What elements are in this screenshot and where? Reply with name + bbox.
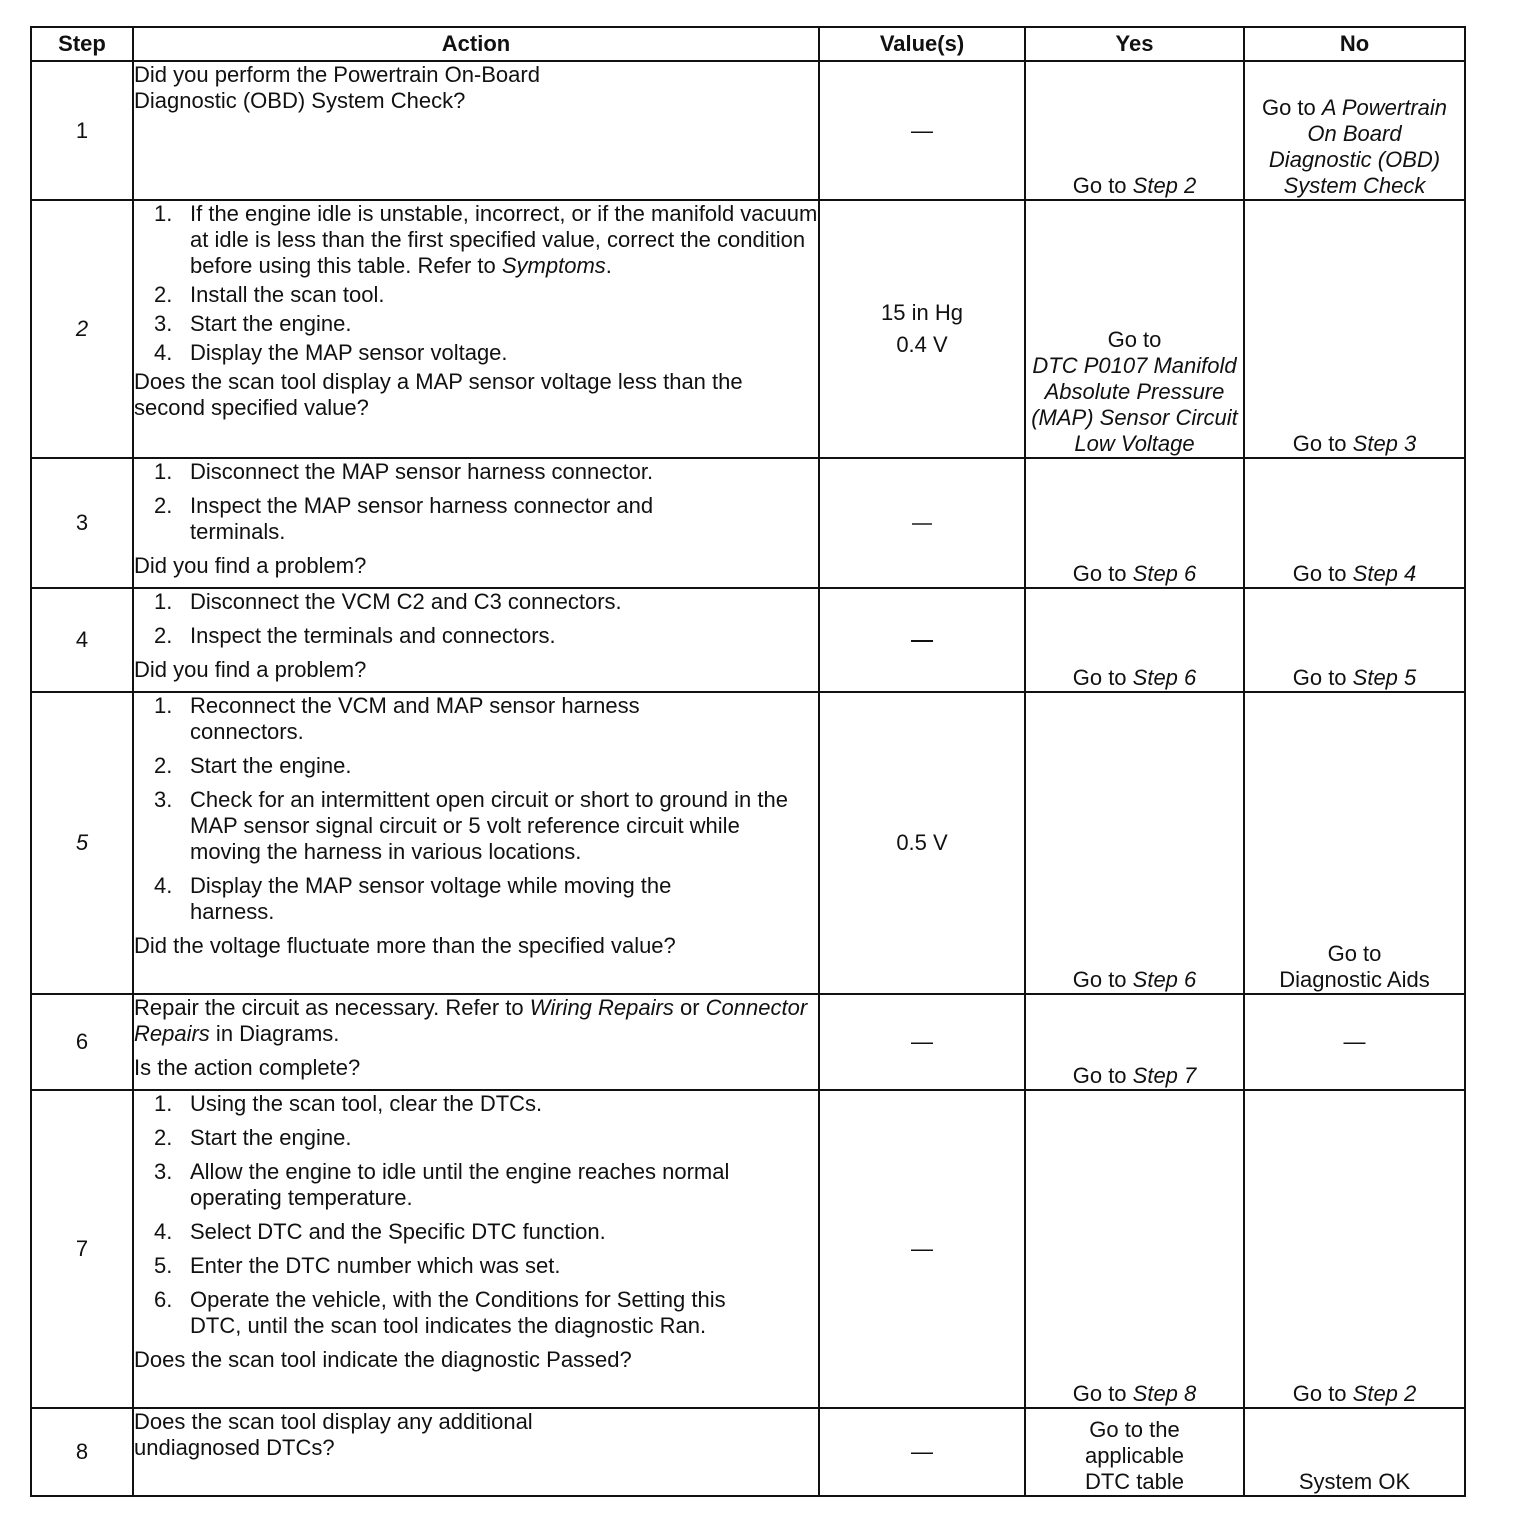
no-link[interactable]: Diagnostic Aids — [1279, 967, 1430, 992]
table-row — [31, 61, 1465, 200]
action-cell — [133, 1408, 819, 1496]
yes-cell — [1025, 692, 1244, 994]
empty-dash — [911, 640, 933, 642]
value-line: 15 in Hg — [881, 300, 963, 325]
no-prefix: Go to — [1292, 665, 1353, 690]
diagnostic-table — [30, 26, 1466, 1497]
step-number: 7 — [31, 1090, 133, 1408]
table-row — [31, 1408, 1465, 1496]
table-row — [31, 200, 1465, 458]
action-step: 1. Disconnect the MAP sensor harness connector. — [154, 459, 654, 484]
value-cell: — — [819, 1090, 1025, 1408]
no-prefix: Go to — [1292, 1381, 1353, 1406]
action-question: Did you find a problem? — [134, 553, 367, 578]
action-question: Does the scan tool indicate the diagnostic Passed? — [134, 1347, 632, 1372]
action-cell — [133, 994, 819, 1090]
action-cell — [133, 588, 819, 692]
empty-dash — [912, 523, 932, 525]
action-cell — [133, 200, 819, 458]
yes-link[interactable]: Step 6 — [1132, 561, 1197, 586]
yes-prefix: Go to — [1072, 173, 1133, 198]
action-step: 6. Operate the vehicle, with the Conditions for Setting this DTC, until the scan tool indicates the diagnostic Ran. — [154, 1287, 726, 1338]
action-step: 1. Reconnect the VCM and MAP sensor harness connectors. — [154, 693, 640, 744]
action-question: Did you perform the Powertrain On-Board Diagnostic (OBD) System Check? — [134, 62, 540, 113]
yes-cell — [1025, 61, 1244, 200]
action-steps — [134, 201, 818, 366]
value-cell: — — [819, 61, 1025, 200]
yes-cell — [1025, 588, 1244, 692]
yes-link[interactable]: Step 7 — [1132, 1063, 1197, 1088]
action-step: 2. Install the scan tool. — [154, 282, 385, 307]
no-prefix: Go to — [1292, 561, 1353, 586]
yes-link[interactable]: Step 2 — [1132, 173, 1197, 198]
action-step: 1. Using the scan tool, clear the DTCs. — [154, 1091, 543, 1116]
header-yes: Yes — [1025, 27, 1244, 61]
action-step: 4. Select DTC and the Specific DTC function. — [154, 1219, 606, 1244]
action-cell — [133, 692, 819, 994]
no-link[interactable]: Step 3 — [1352, 431, 1417, 456]
step-number: 4 — [31, 588, 133, 692]
no-cell — [1244, 200, 1465, 458]
step-number: 6 — [31, 994, 133, 1090]
value-cell: 0.5 V — [819, 692, 1025, 994]
action-step: 2. Inspect the MAP sensor harness connector and terminals. — [154, 493, 654, 544]
table-row — [31, 1090, 1465, 1408]
step-number: 3 — [31, 458, 133, 588]
action-question: Did the voltage fluctuate more than the specified value? — [134, 933, 676, 958]
no-link[interactable]: Step 4 — [1352, 561, 1417, 586]
table-row — [31, 588, 1465, 692]
action-step: 4. Display the MAP sensor voltage. — [154, 340, 508, 365]
yes-cell — [1025, 994, 1244, 1090]
action-step: 1. Disconnect the VCM C2 and C3 connectors. — [154, 589, 622, 614]
step-number: 2 — [31, 200, 133, 458]
no-cell — [1244, 1090, 1465, 1408]
action-step: 2. Start the engine. — [154, 1125, 352, 1150]
action-question: Did you find a problem? — [134, 657, 367, 682]
value-cell — [819, 200, 1025, 458]
yes-prefix: Go to — [1072, 665, 1133, 690]
action-step: 3. Start the engine. — [154, 311, 352, 336]
step-number: 1 — [31, 61, 133, 200]
header-values: Value(s) — [819, 27, 1025, 61]
yes-cell — [1025, 458, 1244, 588]
no-link[interactable]: Step 5 — [1352, 665, 1417, 690]
header-step: Step — [31, 27, 133, 61]
table-row — [31, 994, 1465, 1090]
action-steps — [134, 1091, 818, 1339]
yes-prefix: Go to — [1107, 327, 1162, 352]
header-action: Action — [133, 27, 819, 61]
step-number: 5 — [31, 692, 133, 994]
no-cell: — — [1244, 994, 1465, 1090]
yes-prefix: Go to — [1072, 967, 1133, 992]
action-steps — [134, 693, 818, 925]
value-cell — [819, 458, 1025, 588]
yes-prefix: Go to — [1072, 1063, 1133, 1088]
action-step: 5. Enter the DTC number which was set. — [154, 1253, 561, 1278]
action-text: Repair the circuit as necessary. Refer to Wiring Repairs or Connector Repairs in Diagrams. — [134, 995, 808, 1046]
header-row — [31, 27, 1465, 61]
no-cell — [1244, 61, 1465, 200]
yes-cell — [1025, 1090, 1244, 1408]
action-cell — [133, 458, 819, 588]
value-line: 0.4 V — [896, 332, 948, 357]
value-cell: — — [819, 1408, 1025, 1496]
no-prefix: Go to — [1292, 431, 1353, 456]
action-step: 4. Display the MAP sensor voltage while moving the harness. — [154, 873, 672, 924]
no-cell — [1244, 588, 1465, 692]
action-steps — [134, 459, 818, 545]
action-step: 3. Check for an intermittent open circuit or short to ground in the MAP sensor signal circuit or 5 volt reference circuit while moving the harness in various locations. — [154, 787, 788, 864]
action-step: 3. Allow the engine to idle until the engine reaches normal operating temperature. — [154, 1159, 730, 1210]
yes-link[interactable]: Step 6 — [1132, 665, 1197, 690]
action-question: Does the scan tool display any additional undiagnosed DTCs? — [134, 1409, 533, 1460]
action-steps — [134, 589, 818, 649]
yes-cell — [1025, 200, 1244, 458]
action-step: 2. Start the engine. — [154, 753, 352, 778]
step-number: 8 — [31, 1408, 133, 1496]
no-link[interactable]: A Powertrain On Board Diagnostic (OBD) System Check — [1268, 95, 1448, 198]
action-step: 1. If the engine idle is unstable, incorrect, or if the manifold vacuum at idle is less than the first specified value, correct the condition before using this table. Refer to Symptoms. — [154, 201, 818, 278]
no-prefix: Go to — [1261, 95, 1322, 120]
action-cell — [133, 61, 819, 200]
yes-link[interactable]: DTC P0107 Manifold Absolute Pressure (MAP) Sensor Circuit Low Voltage — [1031, 353, 1238, 456]
header-no: No — [1244, 27, 1465, 61]
no-line: Go to — [1327, 941, 1382, 966]
table-row — [31, 692, 1465, 994]
no-cell — [1244, 458, 1465, 588]
no-link[interactable]: Step 2 — [1352, 1381, 1417, 1406]
yes-link[interactable]: Step 8 — [1132, 1381, 1197, 1406]
action-step: 2. Inspect the terminals and connectors. — [154, 623, 556, 648]
value-cell — [819, 588, 1025, 692]
yes-prefix: Go to — [1072, 1381, 1133, 1406]
yes-link[interactable]: Go to the applicable DTC table — [1084, 1417, 1185, 1494]
no-cell: System OK — [1244, 1408, 1465, 1496]
table-row — [31, 458, 1465, 588]
action-question: Does the scan tool display a MAP sensor voltage less than the second specified value? — [134, 369, 743, 420]
no-cell — [1244, 692, 1465, 994]
yes-link[interactable]: Step 6 — [1132, 967, 1197, 992]
yes-cell — [1025, 1408, 1244, 1496]
yes-prefix: Go to — [1072, 561, 1133, 586]
value-cell: — — [819, 994, 1025, 1090]
action-question: Is the action complete? — [134, 1055, 361, 1080]
action-cell — [133, 1090, 819, 1408]
